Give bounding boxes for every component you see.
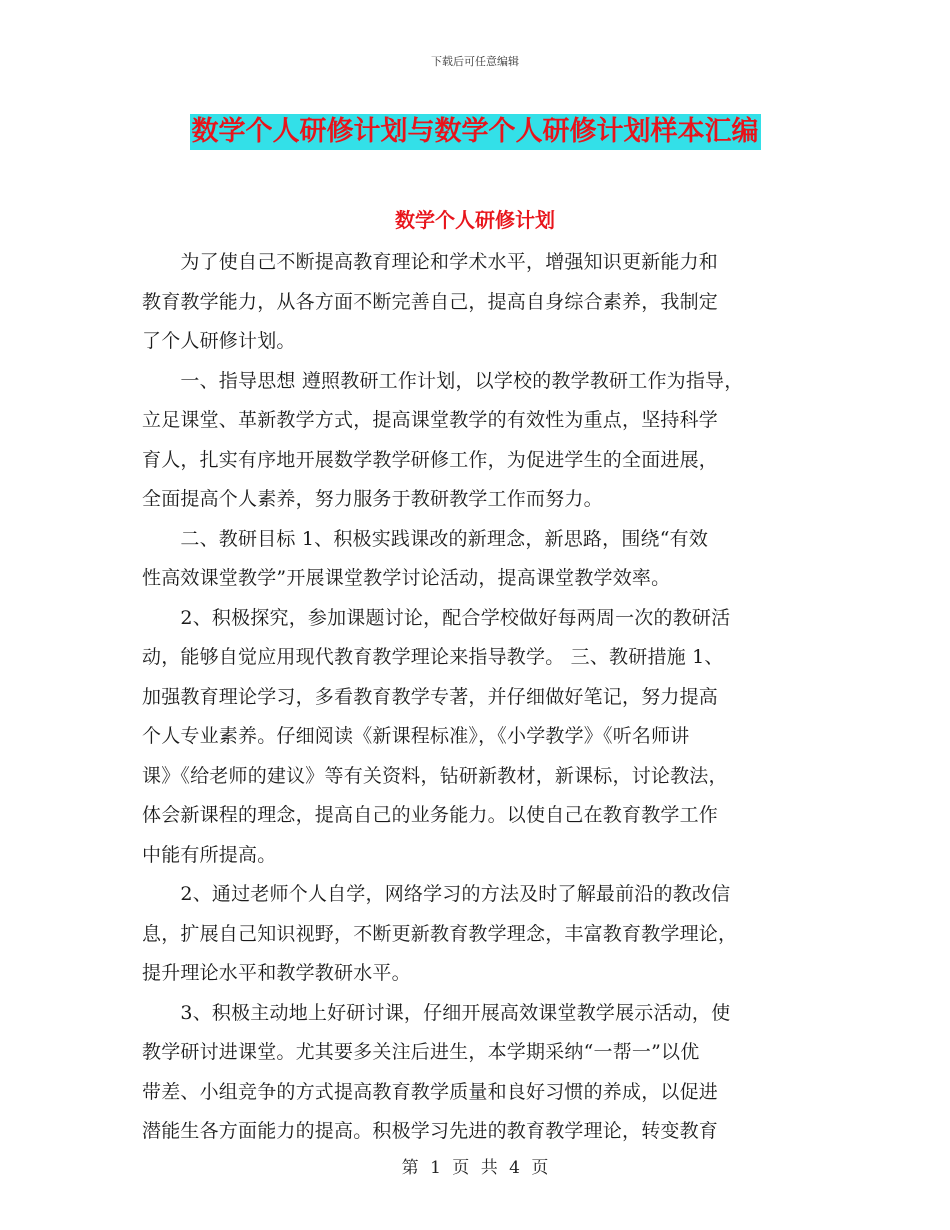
text-line: 2、通过老师个人自学，网络学习的方法及时了解最前沿的教改信: [142, 883, 731, 905]
text-line: 教学研讨进课堂。尤其要多关注后进生，本学期采纳“一帮一”以优: [142, 1041, 700, 1063]
text-line: 育人，扎实有序地开展数学教学研修工作，为促进学生的全面进展，: [142, 448, 719, 471]
text-line: 一、指导思想 遵照教研工作计划，以学校的教学教研工作为指导，: [142, 369, 744, 392]
text-line: 潜能生各方面能力的提高。积极学习先进的教育教学理论，转变教育: [142, 1120, 719, 1142]
text-line: 提升理论水平和教学教研水平。: [142, 962, 411, 984]
section-title: 数学个人研修计划: [395, 208, 555, 232]
text-line: 带差、小组竞争的方式提高教育教学质量和良好习惯的养成，以促进: [142, 1080, 719, 1103]
text-line: 全面提高个人素养，努力服务于教研教学工作而努力。: [142, 488, 603, 510]
text-line: 中能有所提高。: [142, 843, 277, 866]
main-title-container: [0, 114, 950, 150]
text-line: 立足课堂、革新教学方式，提高课堂教学的有效性为重点，坚持科学: [142, 409, 719, 431]
text-line: 课》《给老师的建议》等有关资料，钻研新教材，新课标，讨论教法，: [142, 764, 728, 787]
text-line: 教育教学能力，从各方面不断完善自己，提高自身综合素养，我制定: [142, 290, 719, 313]
text-line: 息，扩展自己知识视野，不断更新教育教学理念，丰富教育教学理论，: [142, 922, 738, 945]
text-line: 了个人研修计划。: [142, 330, 296, 352]
body-text: [142, 243, 822, 1152]
text-line: 动，能够自觉应用现代教育教学理论来指导教学。 三、教研措施 1、: [142, 646, 724, 668]
text-line: 体会新课程的理念，提高自己的业务能力。以使自己在教育教学工作: [142, 804, 719, 826]
text-line: 2、积极探究，参加课题讨论，配合学校做好每两周一次的教研活: [142, 606, 731, 629]
page-footer: 第 1 页 共 4 页: [401, 1158, 549, 1178]
text-line: 为了使自己不断提高教育理论和学术水平，增强知识更新能力和: [142, 251, 719, 273]
text-line: 二、教研目标 1、积极实践课改的新理念，新思路，围绕“有效: [142, 527, 709, 550]
header-note: 下载后可任意编辑: [431, 55, 519, 68]
text-line: 性高效课堂教学”开展课堂教学讨论活动，提高课堂教学效率。: [142, 567, 671, 589]
text-line: 个人专业素养。仔细阅读《新课程标准》，《小学教学》《听名师讲: [142, 725, 690, 747]
main-title: 数学个人研修计划与数学个人研修计划样本汇编: [190, 114, 761, 150]
text-line: 加强教育理论学习，多看教育教学专著，并仔细做好笔记，努力提高: [142, 685, 719, 708]
text-line: 3、积极主动地上好研讨课，仔细开展高效课堂教学展示活动，使: [142, 1001, 731, 1024]
